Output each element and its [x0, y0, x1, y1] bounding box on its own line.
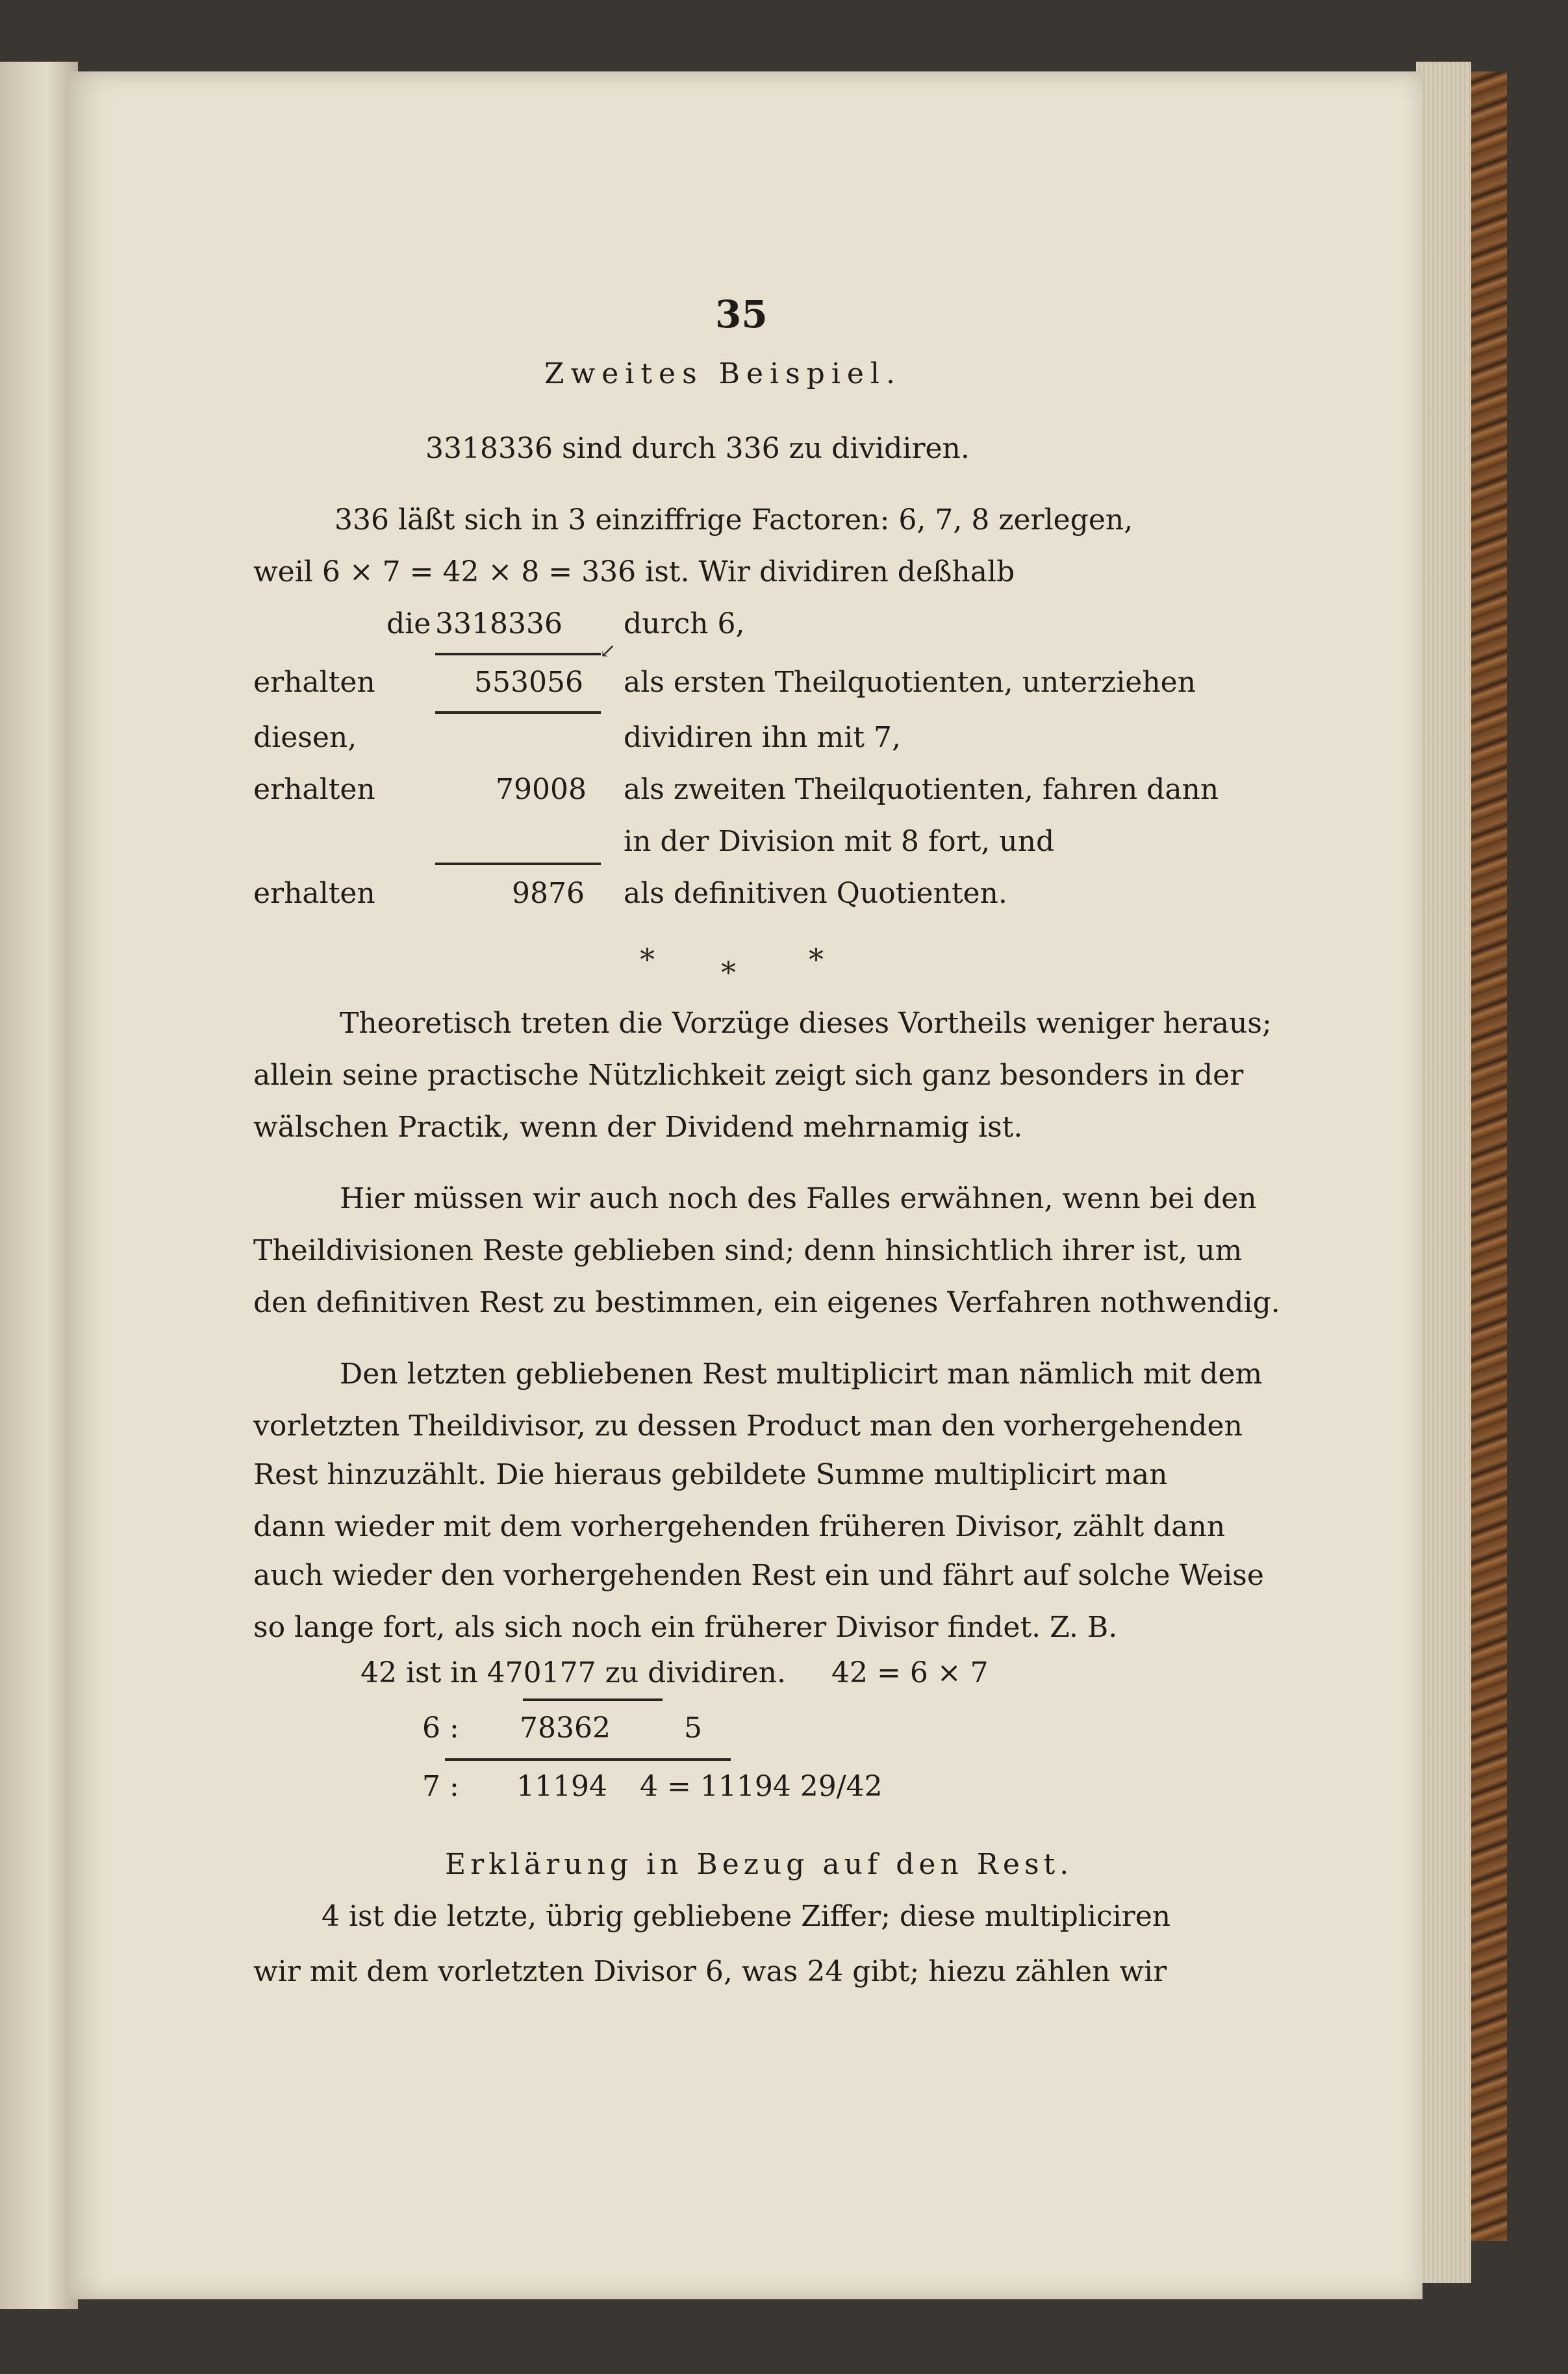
row3-label: diesen,	[253, 721, 357, 754]
para3-line: auch wieder den vorhergehenden Rest ein und fährt auf solche Weise	[253, 1559, 1264, 1592]
left-page-edge	[0, 62, 78, 2309]
para1-line: Theoretisch treten die Vorzüge dieses Vortheils weniger heraus;	[340, 1007, 1272, 1040]
example2-r1-div: 6 :	[422, 1711, 459, 1745]
division-rule-1	[435, 653, 601, 655]
para1-line: allein seine practische Nützlichkeit zeigt sich ganz besonders in der	[253, 1059, 1244, 1092]
example2-r1-num: 78362	[520, 1711, 611, 1745]
heading-explanation: Erklärung in Bezug auf den Rest.	[445, 1848, 1074, 1881]
row4-number: 79008	[496, 773, 587, 806]
division-rule-3	[435, 863, 601, 865]
para4-line: 4 ist die letzte, übrig gebliebene Ziffer; diese multipliciren	[322, 1900, 1171, 1933]
para3-line: so lange fort, als sich noch ein früherer Divisor findet. Z. B.	[253, 1611, 1118, 1644]
row1-label: die	[386, 607, 431, 640]
example2-r2-num: 11194	[516, 1770, 607, 1803]
star-ornament: *	[640, 942, 655, 977]
example2-r1-rest: 5	[684, 1711, 702, 1745]
page-stack-edges	[1416, 62, 1471, 2283]
row4-text: als zweiten Theilquotienten, fahren dann	[624, 773, 1219, 806]
example2-r2-result: 4 = 11194 29/42	[640, 1770, 883, 1803]
row6-number: 9876	[512, 877, 585, 910]
row6-text: als definitiven Quotienten.	[624, 877, 1007, 910]
example2-r2-div: 7 :	[422, 1770, 459, 1803]
line-336-b: weil 6 × 7 = 42 × 8 = 336 ist. Wir dividiren deßhalb	[253, 555, 1015, 588]
star-ornament: *	[721, 955, 736, 990]
para2-line: Hier müssen wir auch noch des Falles erwähnen, wenn bei den	[340, 1182, 1257, 1215]
division-rule-2	[435, 711, 601, 714]
line-intro: 3318336 sind durch 336 zu dividiren.	[425, 432, 970, 465]
book-page	[68, 71, 1423, 2299]
para3-line: Rest hinzuzählt. Die hieraus gebildete Summe multiplicirt man	[253, 1458, 1168, 1491]
row1-text: durch 6,	[624, 607, 745, 640]
row1-number: 3318336	[435, 607, 563, 640]
heading-example: Zweites Beispiel.	[544, 357, 902, 390]
star-ornament: *	[809, 942, 824, 977]
example2-line: 42 ist in 470177 zu dividiren.	[360, 1656, 786, 1689]
para3-line: vorletzten Theildivisor, zu dessen Product man den vorhergehenden	[253, 1409, 1243, 1443]
row4-label: erhalten	[253, 773, 375, 806]
para1-line: wälschen Practik, wenn der Dividend mehrnamig ist.	[253, 1111, 1023, 1144]
row2-text: als ersten Theilquotienten, unterziehen	[624, 666, 1196, 699]
example2-factor: 42 = 6 × 7	[831, 1656, 989, 1689]
line-336-a: 336 läßt sich in 3 einziffrige Factoren: 6, 7, 8 zerlegen,	[335, 503, 1133, 537]
para4-line: wir mit dem vorletzten Divisor 6, was 24 gibt; hiezu zählen wir	[253, 1955, 1167, 1988]
para3-line: Den letzten gebliebenen Rest multiplicirt man nämlich mit dem	[340, 1357, 1263, 1391]
example2-rule-2	[445, 1758, 731, 1761]
row2-label: erhalten	[253, 666, 375, 699]
page-number: 35	[715, 292, 768, 336]
row6-label: erhalten	[253, 877, 375, 910]
para2-line: Theildivisionen Reste geblieben sind; denn hinsichtlich ihrer ist, um	[253, 1234, 1243, 1267]
para3-line: dann wieder mit dem vorhergehenden früheren Divisor, zählt dann	[253, 1510, 1226, 1543]
arrow-mark: ↙	[600, 640, 616, 663]
row3-text: dividiren ihn mit 7,	[624, 721, 901, 754]
row2-number: 553056	[474, 666, 583, 699]
example2-rule-1	[523, 1698, 663, 1701]
para2-line: den definitiven Rest zu bestimmen, ein eigenes Verfahren nothwendig.	[253, 1286, 1280, 1319]
row5-text: in der Division mit 8 fort, und	[624, 825, 1055, 858]
